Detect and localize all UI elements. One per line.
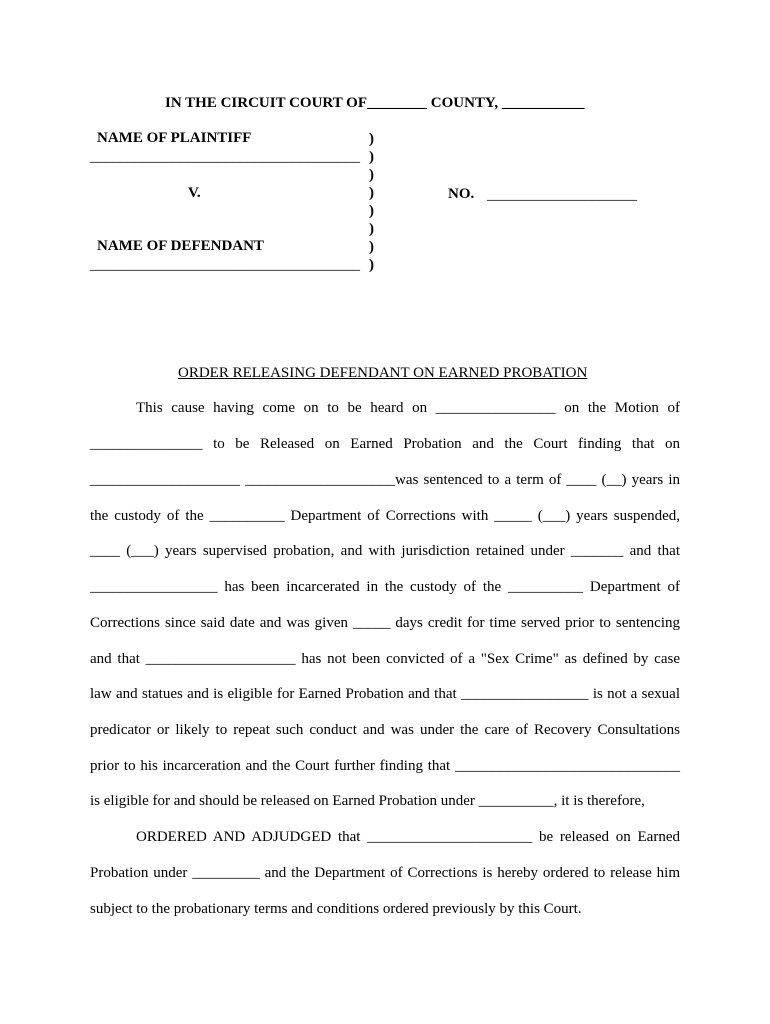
caption-parenthesis: ) — [369, 131, 374, 147]
case-number-label: NO. — [448, 186, 475, 202]
caption-parenthesis: ) — [369, 239, 374, 255]
order-text-line: ____ (___) years supervised probation, and with jurisdiction retained under _______ and that — [90, 543, 680, 559]
caption-parenthesis: ) — [369, 167, 374, 183]
order-text-line: ORDERED AND ADJUDGED that ______________________ be released on Earned — [136, 829, 680, 845]
caption-parenthesis: ) — [369, 149, 374, 165]
order-text-line: predicator or likely to repeat such conduct and was under the care of Recovery Consultations — [90, 722, 680, 738]
order-text-line: law and statues and is eligible for Earned Probation and that _________________ is not a sexual — [90, 686, 680, 702]
order-text-line: _______________ to be Released on Earned Probation and the Court finding that on — [90, 436, 680, 452]
versus-label: V. — [188, 185, 201, 201]
caption-parenthesis: ) — [369, 221, 374, 237]
court-heading: IN THE CIRCUIT COURT OF________ COUNTY, ___________ — [165, 95, 585, 111]
caption-parenthesis: ) — [369, 257, 374, 273]
case-number-line: ____________________ — [487, 187, 637, 203]
order-text-line: This cause having come on to be heard on ________________ on the Motion of — [136, 400, 680, 416]
plaintiff-label: NAME OF PLAINTIFF — [97, 130, 252, 146]
defendant-name-line: ____________________________________ — [90, 257, 360, 273]
order-text-line: ____________________ ____________________was sentenced to a term of ____ (__) years in — [90, 472, 680, 488]
order-title: ORDER RELEASING DEFENDANT ON EARNED PROBATION — [178, 365, 588, 381]
defendant-label: NAME OF DEFENDANT — [97, 238, 264, 254]
order-text-line: prior to his incarceration and the Court further finding that ______________________________ — [90, 758, 680, 774]
order-text-line: Probation under _________ and the Department of Corrections is hereby ordered to release him — [90, 865, 680, 881]
caption-parenthesis: ) — [369, 185, 374, 201]
order-text-line: the custody of the __________ Department of Corrections with _____ (___) years suspended, — [90, 508, 680, 524]
order-text-line: is eligible for and should be released on Earned Probation under __________, it is therefore, — [90, 793, 645, 809]
plaintiff-name-line: ____________________________________ — [90, 149, 360, 165]
order-text-line: Corrections since said date and was given _____ days credit for time served prior to sentencing — [90, 615, 680, 631]
caption-parenthesis: ) — [369, 203, 374, 219]
order-text-line: _________________ has been incarcerated in the custody of the __________ Department of — [90, 579, 680, 595]
order-text-line: subject to the probationary terms and conditions ordered previously by this Court. — [90, 901, 582, 917]
order-text-line: and that ____________________ has not been convicted of a "Sex Crime" as defined by case — [90, 651, 680, 667]
